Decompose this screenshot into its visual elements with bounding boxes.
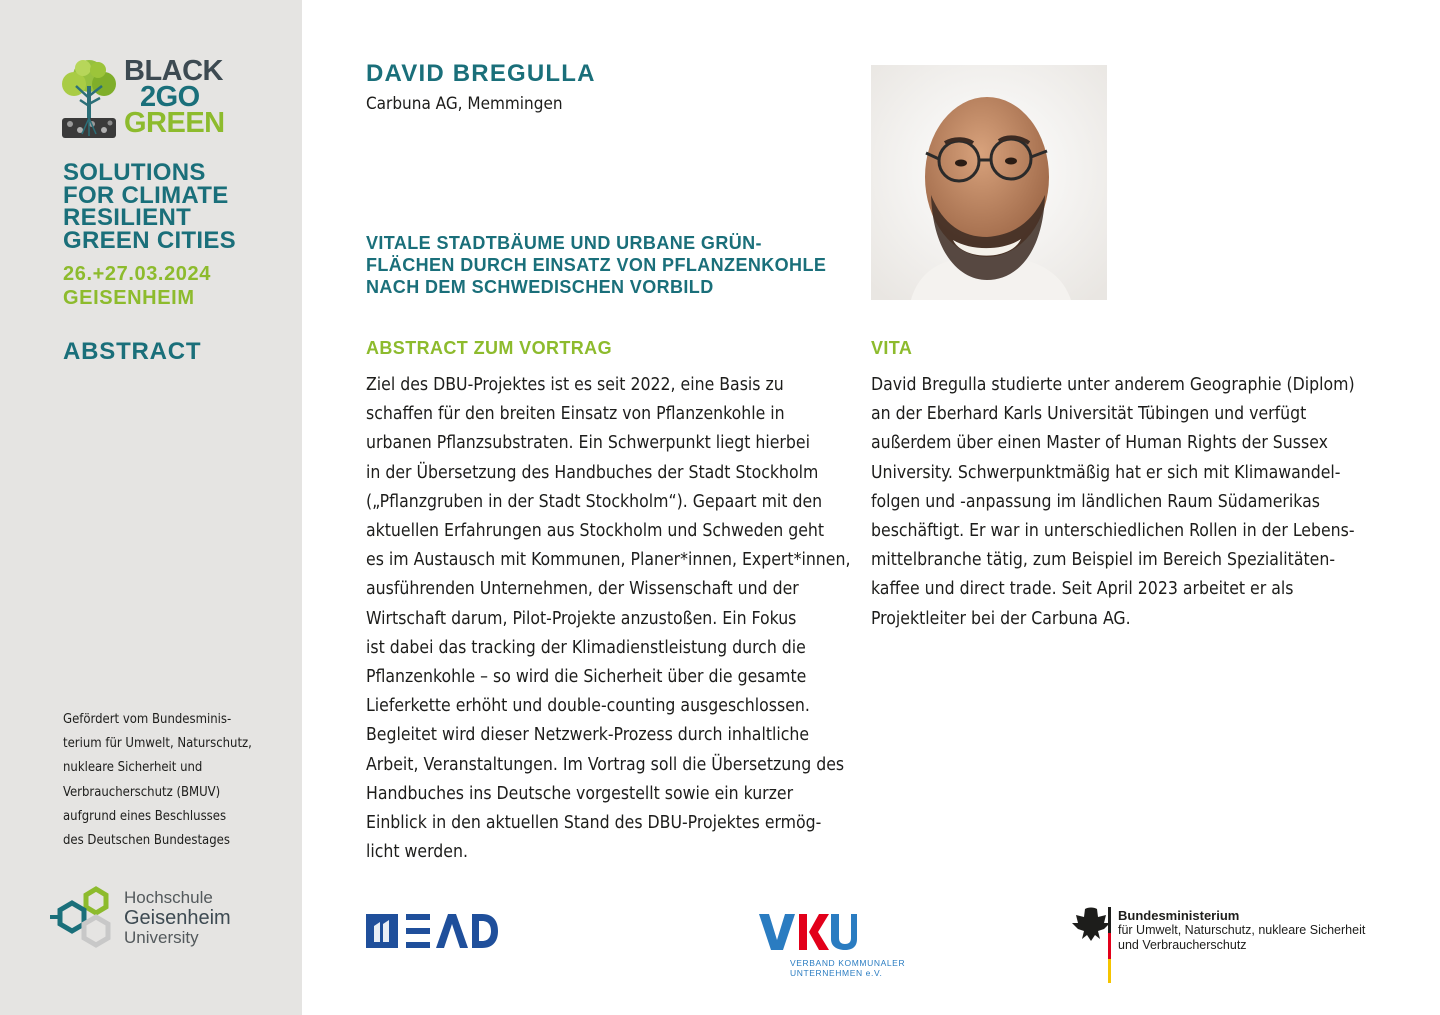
logo-wordmark: [124, 55, 225, 139]
funding-line: des Deutschen Bundestages: [63, 833, 230, 849]
abstract-line: in der Übersetzung des Handbuches der Stadt Stockholm: [366, 462, 819, 483]
ead-logo-image: [366, 914, 498, 950]
abstract-line: ausführenden Unternehmen, der Wissenschaft und der: [366, 579, 799, 600]
vku-subtitle-line: VERBAND KOMMUNALER: [790, 958, 906, 968]
section-label: ABSTRACT: [63, 338, 202, 365]
bmuv-name: [1118, 908, 1365, 953]
vita-heading: VITA: [871, 338, 913, 358]
sidebar: [0, 0, 302, 1015]
logo-word-3: GREEN: [124, 107, 225, 139]
vku-subtitle-line: UNTERNEHMEN e.V.: [790, 968, 883, 978]
vita-line: folgen und -anpassung im ländlichen Raum Südamerikas: [871, 491, 1320, 512]
university-line-1: Hochschule: [124, 888, 213, 907]
abstract-line: es im Austausch mit Kommunen, Planer*innen, Expert*innen,: [366, 550, 851, 571]
talk-title: [366, 232, 826, 298]
location-line: GEISENHEIM: [63, 287, 195, 309]
claim-line: GREEN CITIES: [63, 226, 236, 254]
abstract-line: Begleitet wird dieser Netzwerk-Prozess durch inhaltliche: [366, 725, 810, 746]
vita-line: Projektleiter bei der Carbuna AG.: [871, 608, 1131, 629]
speaker-portrait-image: [871, 65, 1107, 300]
tree-icon: [56, 56, 122, 140]
bmuv-line: für Umwelt, Naturschutz, nukleare Sicherheit: [1118, 923, 1366, 937]
hochschule-geisenheim-logo: [48, 885, 268, 955]
event-date: [63, 262, 211, 310]
vita-line: außerdem über einen Master of Human Rights der Sussex: [871, 433, 1328, 454]
university-name: [124, 888, 231, 948]
abstract-line: aktuellen Erfahrungen aus Stockholm und Schweden geht: [366, 521, 825, 542]
funding-line: Gefördert vom Bundesminis-: [63, 712, 232, 727]
funding-line: aufgrund eines Beschlusses: [63, 808, 227, 824]
funding-line: nukleare Sicherheit und: [63, 760, 203, 776]
vita-line: mittelbranche tätig, zum Beispiel im Bereich Spezialitäten-: [871, 550, 1336, 571]
bmuv-logo: [1068, 905, 1368, 985]
abstract-line: Ziel des DBU-Projektes ist es seit 2022, eine Basis zu: [366, 375, 784, 395]
abstract-line: schaffen für den breiten Einsatz von Pflanzenkohle in: [366, 404, 785, 425]
vita-line: an der Eberhard Karls Universität Tübingen und verfügt: [871, 404, 1307, 425]
vku-logo-image: [757, 912, 857, 952]
abstract-line: Einblick in den aktuellen Stand des DBU-Projektes ermög-: [366, 813, 822, 834]
bmuv-line: und Verbraucherschutz: [1118, 938, 1247, 952]
federal-eagle-icon: [1068, 905, 1114, 985]
vku-subtitle: [790, 958, 905, 978]
logo-word-2: 2GO: [140, 81, 200, 113]
abstract-line: Pflanzenkohle – so wird die Sicherheit über die gesamte: [366, 667, 807, 688]
speaker-organization: Carbuna AG, Memmingen: [366, 94, 563, 114]
funding-note: [63, 708, 283, 853]
talk-title-line: FLÄCHEN DURCH EINSATZ VON PFLANZENKOHLE: [366, 255, 827, 275]
black2gogreen-logo: [56, 56, 256, 146]
university-line-3: University: [124, 928, 199, 947]
university-line-2: Geisenheim: [124, 907, 231, 929]
abstract-line: Wirtschaft darum, Pilot-Projekte anzustoßen. Ein Fokus: [366, 608, 797, 629]
vita-line: kaffee und direct trade. Seit April 2023 arbeitet er als: [871, 579, 1294, 600]
speaker-name: DAVID BREGULLA: [366, 60, 596, 87]
claim-line: FOR CLIMATE: [63, 181, 229, 209]
abstract-line: ist dabei das tracking der Klimadienstleistung durch die: [366, 637, 806, 658]
claim-line: SOLUTIONS: [63, 159, 206, 186]
ead-logo: [366, 914, 498, 950]
abstract-line: urbanen Pflanzsubstraten. Ein Schwerpunkt liegt hierbei: [366, 433, 810, 454]
talk-title-line: VITALE STADTBÄUME UND URBANE GRÜN-: [366, 233, 762, 253]
claim-line: RESILIENT: [63, 204, 192, 231]
abstract-line: („Pflanzgruben in der Stadt Stockholm“). Gepaart mit den: [366, 491, 823, 512]
funding-line: terium für Umwelt, Naturschutz,: [63, 736, 252, 752]
logo-word-1: BLACK: [124, 55, 223, 87]
speaker-photo: [871, 65, 1107, 300]
vita-line: David Bregulla studierte unter anderem Geographie (Diplom): [871, 375, 1355, 395]
vku-label: VKU: [757, 912, 759, 913]
date-line: 26.+27.03.2024: [63, 263, 211, 285]
abstract-line: Lieferkette erhöht und double-counting ausgeschlossen.: [366, 696, 810, 717]
vita-line: beschäftigt. Er war in unterschiedlichen Rollen in der Lebens-: [871, 521, 1355, 542]
abstract-heading: ABSTRACT ZUM VORTRAG: [366, 338, 612, 358]
vita-line: University. Schwerpunktmäßig hat er sich mit Klimawandel-: [871, 462, 1341, 483]
vita-text: [871, 371, 1355, 634]
funding-line: Verbraucherschutz (BMUV): [63, 784, 221, 800]
abstract-line: licht werden.: [366, 842, 468, 863]
abstract-line: Handbuches ins Deutsche vorgestellt sowie ein kurzer: [366, 783, 794, 804]
talk-title-line: NACH DEM SCHWEDISCHEN VORBILD: [366, 277, 714, 297]
abstract-line: Arbeit, Veranstaltungen. Im Vortrag soll die Übersetzung des: [366, 754, 845, 775]
event-claim: [63, 159, 236, 254]
hexagon-icon: [48, 885, 120, 951]
bmuv-line: Bundesministerium: [1118, 908, 1240, 923]
abstract-text: [366, 371, 850, 867]
vku-logo: [757, 912, 906, 982]
